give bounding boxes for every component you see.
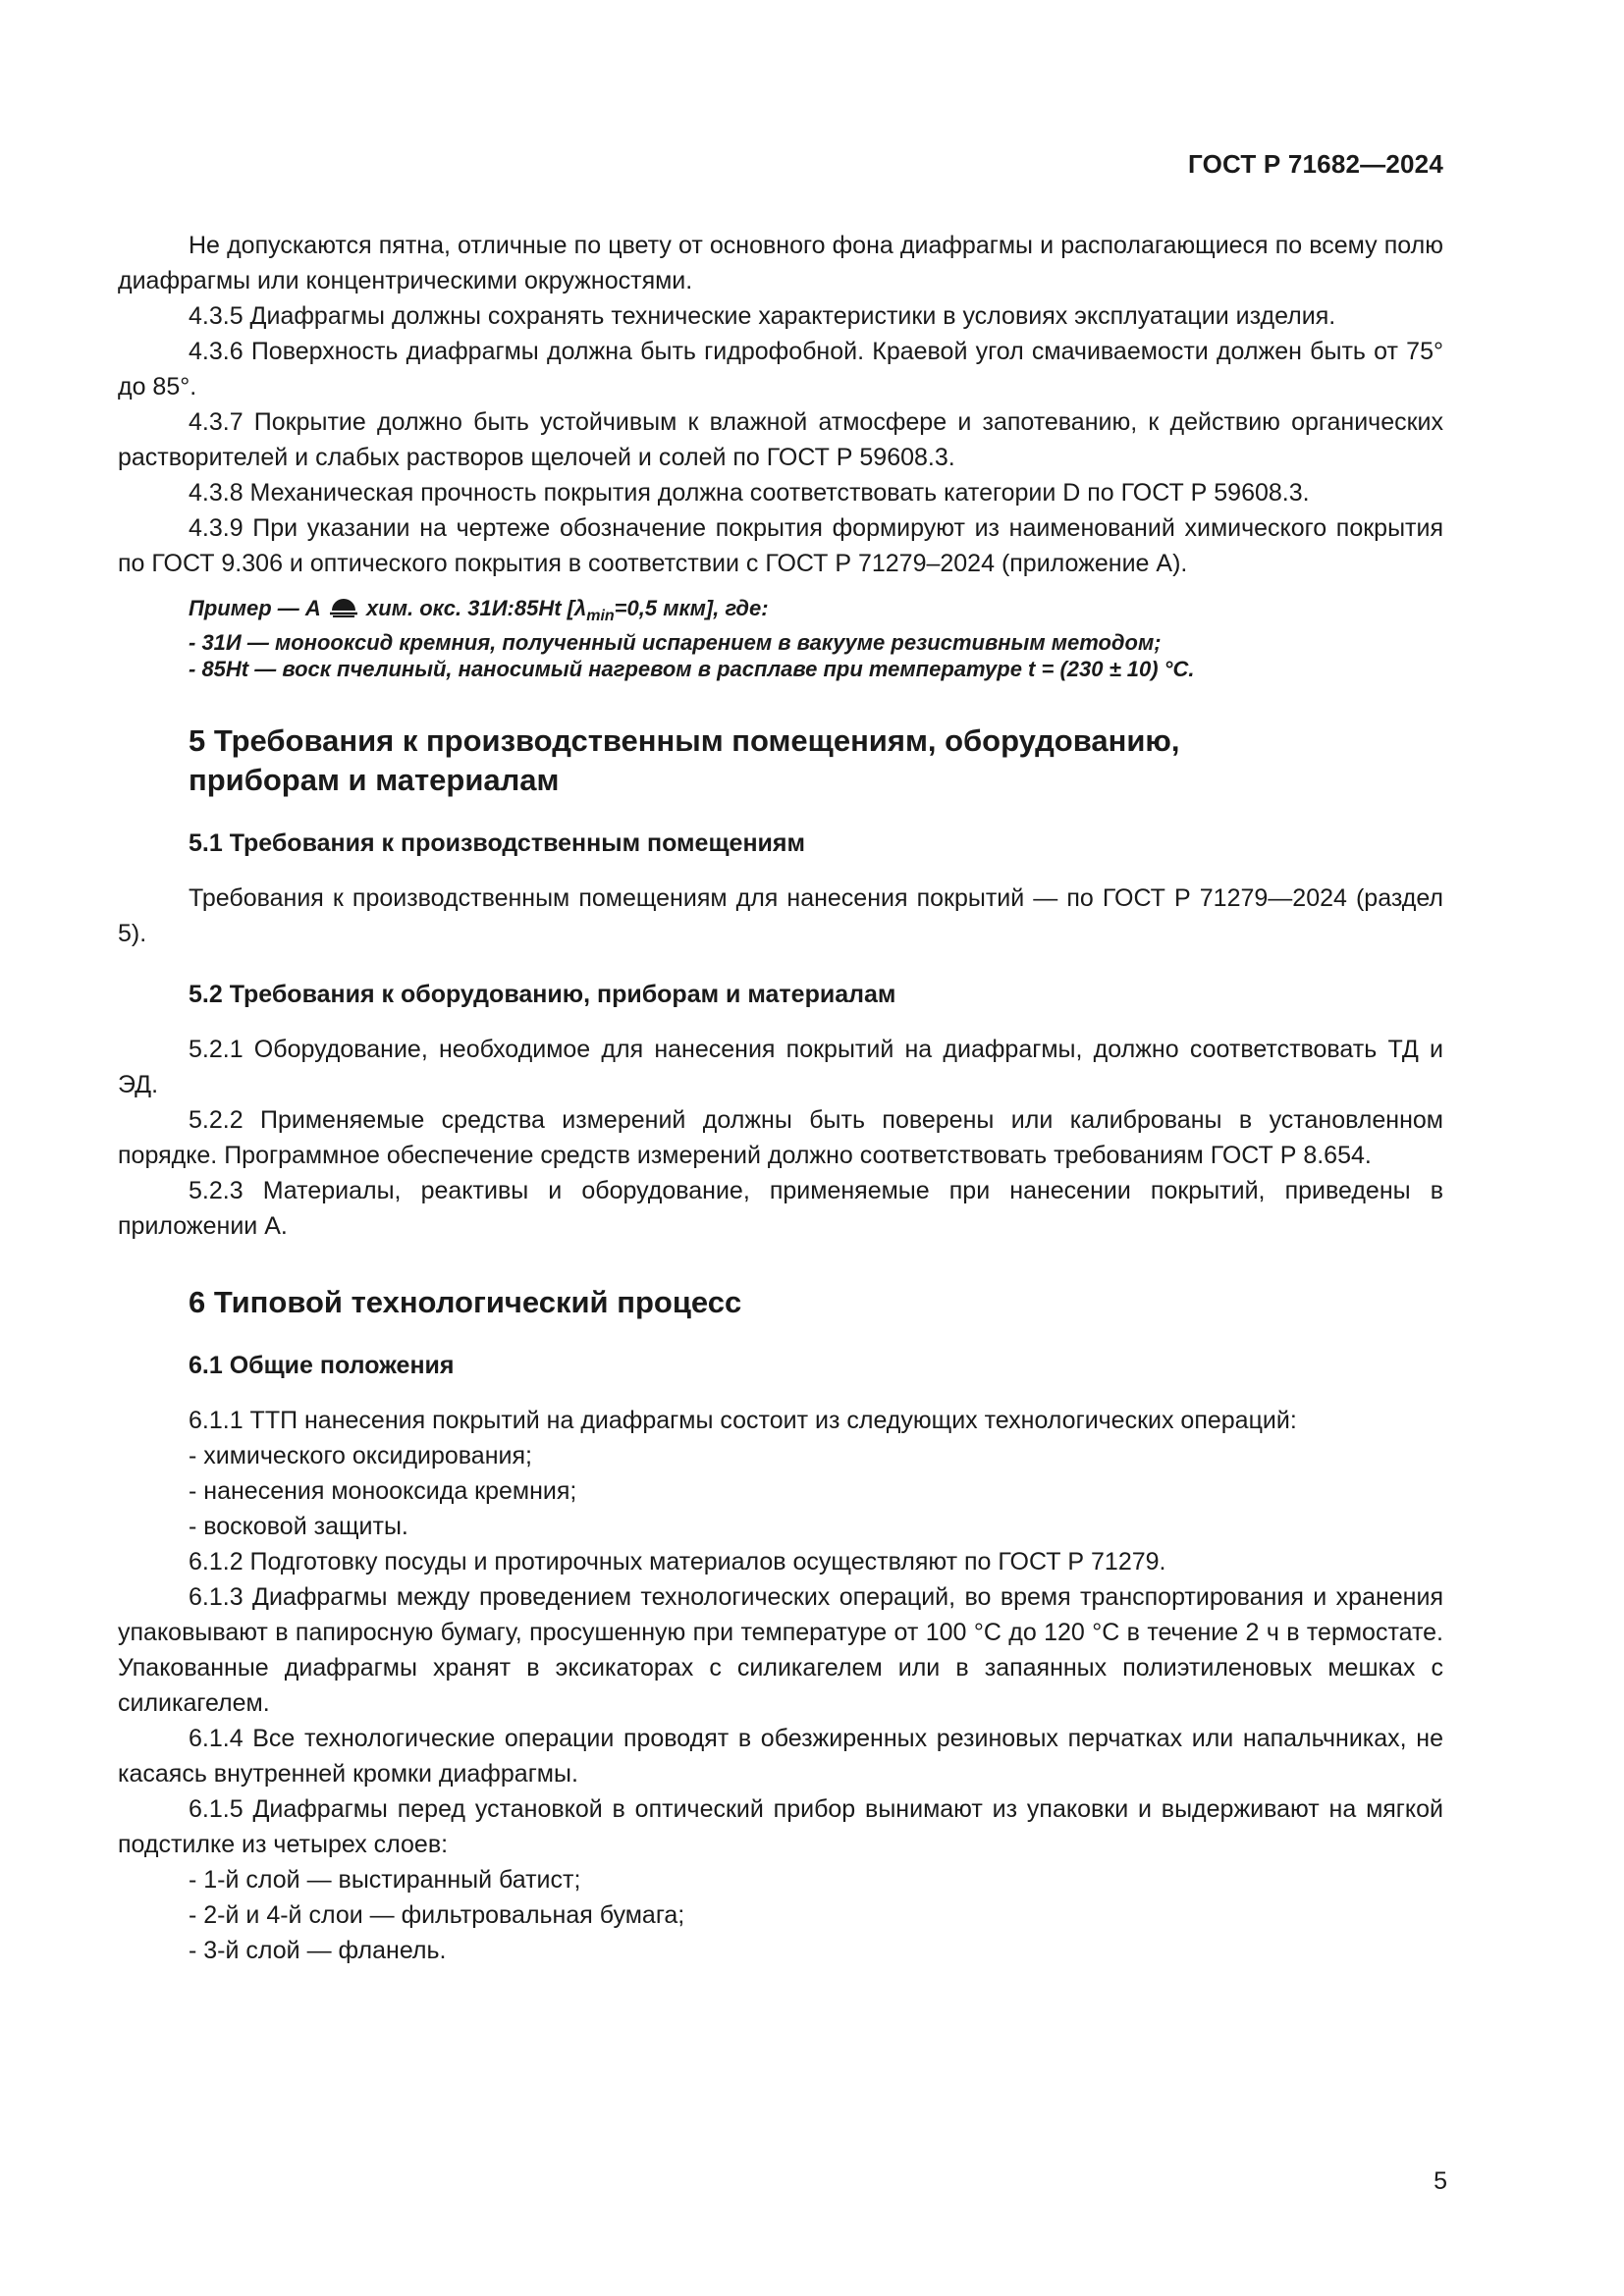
section-5-title: 5 Требования к производственным помещениям, оборудованию, приборам и материалам [189, 723, 1180, 797]
list-item: - химического оксидирования; [189, 1442, 532, 1469]
subsection-6-1-title: 6.1 Общие положения [189, 1352, 455, 1379]
list-item: - нанесения монооксида кремния; [189, 1477, 577, 1505]
section-6-title: 6 Типовой технологический процесс [189, 1285, 742, 1319]
subsection-5-2-title: 5.2 Требования к оборудованию, приборам и материалам [189, 981, 896, 1008]
coating-symbol-icon [329, 596, 358, 619]
paragraph-5-2-1: 5.2.1 Оборудование, необходимое для нанесения покрытий на диафрагмы, должно соответствовать ТД и ЭД. [118, 1036, 1443, 1098]
coating-example [189, 595, 1443, 682]
paragraph-5-2-2: 5.2.2 Применяемые средства измерений должны быть поверены или калиброваны в установленном порядке. Программное обеспечение средств измерений должно соответствовать требованиям ГОСТ Р 8.654. [118, 1106, 1443, 1169]
list-item: - восковой защиты. [189, 1513, 408, 1540]
example-line-3: - 85Ht — воск пчелиный, наносимый нагревом в расплаве при температуре t = (230 ± 10) °C. [189, 657, 1195, 681]
list-item: - 3-й слой — фланель. [189, 1937, 447, 1964]
paragraph-5-2-3: 5.2.3 Материалы, реактивы и оборудование, применяемые при нанесении покрытий, приведены в приложении А. [118, 1177, 1443, 1240]
example-line-2: - 31И — монооксид кремния, полученный испарением в вакууме резистивным методом; [189, 630, 1162, 655]
paragraph-4-3-7: 4.3.7 Покрытие должно быть устойчивым к влажной атмосфере и запотеванию, к действию органических растворителей и слабых растворов щелочей и солей по ГОСТ Р 59608.3. [118, 408, 1443, 471]
paragraph-4-3-9: 4.3.9 При указании на чертеже обозначение покрытия формируют из наименований химического покрытия по ГОСТ 9.306 и оптического покрытия в соответствии с ГОСТ Р 71279–2024 (приложение А). [118, 514, 1443, 577]
subsection-5-1-title: 5.1 Требования к производственным помещениям [189, 829, 806, 857]
paragraph-5-1: Требования к производственным помещениям для нанесения покрытий — по ГОСТ Р 71279—2024 (раздел 5). [118, 884, 1443, 947]
paragraph-6-1-5: 6.1.5 Диафрагмы перед установкой в оптический прибор вынимают из упаковки и выдерживают на мягкой подстилке из четырех слоев: [118, 1795, 1443, 1858]
paragraph-4-3-8: 4.3.8 Механическая прочность покрытия должна соответствовать категории D по ГОСТ Р 59608.3. [189, 479, 1310, 507]
paragraph-6-1-2: 6.1.2 Подготовку посуды и протирочных материалов осуществляют по ГОСТ Р 71279. [189, 1548, 1166, 1575]
page-number: 5 [1434, 2167, 1447, 2195]
paragraph-6-1-1: 6.1.1 ТТП нанесения покрытий на диафрагмы состоит из следующих технологических операций: [189, 1407, 1297, 1434]
list-item: - 1-й слой — выстиранный батист; [189, 1866, 581, 1894]
list-item: - 2-й и 4-й слои — фильтровальная бумага; [189, 1901, 685, 1929]
paragraph-stains: Не допускаются пятна, отличные по цвету от основного фона диафрагмы и располагающиеся по всему полю диафрагмы или концентрическими окружностями. [118, 232, 1443, 294]
document-header: ГОСТ Р 71682—2024 [1188, 149, 1443, 179]
paragraph-6-1-3: 6.1.3 Диафрагмы между проведением технологических операций, во время транспортирования и хранения упаковывают в папиросную бумагу, просушенную при температуре от 100 °С до 120 °С в течение 2 ч в термостате. Упакованные диафрагмы хранят в эксикаторах с силикагелем или в запаянных полиэтиленовых мешках с силикагелем. [118, 1583, 1443, 1717]
example-line-1: Пример — А хим. окс. 31И:85Ht [$\lambda_{min}=0,5$ мкм], где: [189, 596, 769, 624]
paragraph-4-3-5: 4.3.5 Диафрагмы должны сохранять технические характеристики в условиях эксплуатации изделия. [189, 302, 1336, 330]
paragraph-4-3-6: 4.3.6 Поверхность диафрагмы должна быть гидрофобной. Краевой угол смачиваемости должен быть от 75° до 85°. [118, 338, 1443, 400]
paragraph-6-1-4: 6.1.4 Все технологические операции проводят в обезжиренных резиновых перчатках или напальчниках, не касаясь внутренней кромки диафрагмы. [118, 1725, 1443, 1788]
document-body [118, 228, 1443, 1968]
